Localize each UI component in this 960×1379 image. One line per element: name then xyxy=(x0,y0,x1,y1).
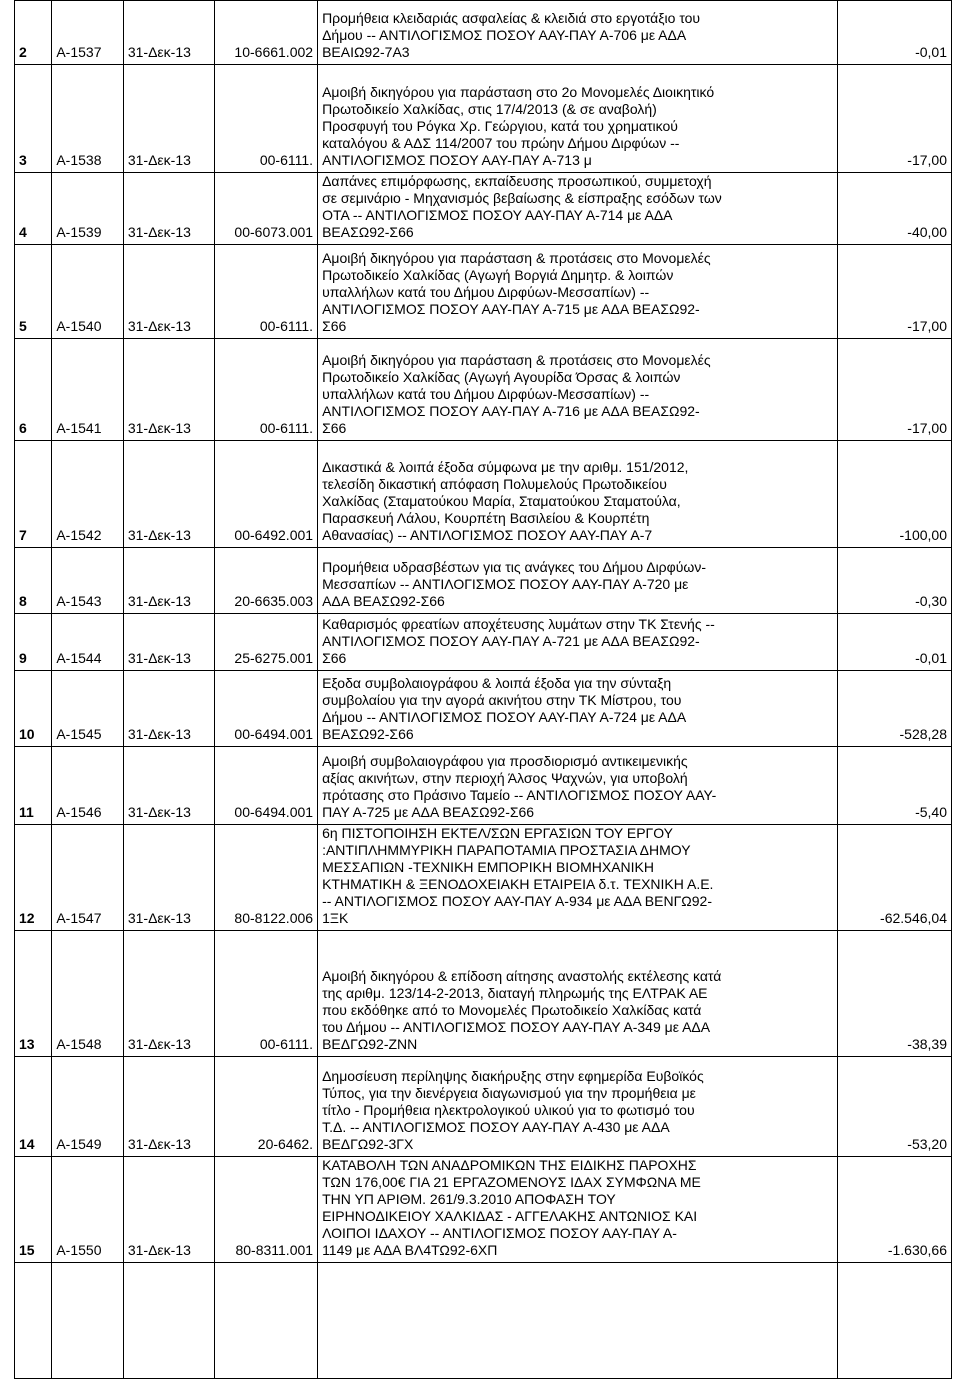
description xyxy=(318,1157,838,1263)
table-row xyxy=(15,1157,952,1263)
account-code: 80-8122.006 xyxy=(214,825,318,931)
description-text: Προμήθεια υδρασβέστων για τις ανάγκες του Δήμου Διρφύων- Μεσσαπίων -- ΑΝΤΙΛΟΓΙΣΜΟΣ ΠΟΣΟΥ ΑΑΥ-ΠΑΥ Α-720 με ΑΔΑ ΒΕΑΣΩ92-Σ66 xyxy=(322,559,706,609)
amount: -17,00 xyxy=(837,245,951,339)
description-text: Προμήθεια κλειδαριάς ασφαλείας & κλειδιά στο εργοτάξιο του Δήμου -- ΑΝΤΙΛΟΓΙΣΜΟΣ ΠΟΣΟΥ ΑΑΥ-ΠΑΥ Α-706 με ΑΔΑ ΒΕΑΙΩ92-7Α3 xyxy=(322,10,701,60)
description xyxy=(318,931,838,1057)
description-text: ΚΑΤΑΒΟΛΗ ΤΩΝ ΑΝΑΔΡΟΜΙΚΩΝ ΤΗΣ ΕΙΔΙΚΗΣ ΠΑΡΟΧΗΣ ΤΩΝ 176,00€ ΓΙΑ 21 ΕΡΓΑΖΟΜΕΝΟΥΣ ΙΔΑΧ ΣΥΜΦΩΝΑ ΜΕ ΤΗΝ ΥΠ ΑΡΙΘΜ. 261/9.3.2010 ΑΠΟΦΑΣΗ ΤΟΥ ΕΙΡΗΝΟΔΙΚΕΙΟΥ ΧΑΛΚΙΔΑΣ - ΑΓΓΕΛΑΚΗΣ ΑΝΤΩΝΙΟΣ ΚΑΙ ΛΟΙΠΟΙ ΙΔΑΧΟΥ -- ΑΝΤΙΛΟΓΙΣΜΟΣ ΠΟΣΟΥ ΑΑΥ-ΠΑΥ Α- 1149 με ΑΔΑ ΒΛ4ΤΩ92-6ΧΠ xyxy=(322,1157,701,1258)
description-text: Αμοιβή δικηγόρου & επίδοση αίτησης αναστολής εκτέλεσης κατά της αριθμ. 123/14-2-2013, διαταγή πληρωμής της ΕΛΤΡΑΚ ΑΕ που εκδόθηκε από το Μονομελές Πρωτοδικείο Χαλκίδας κατά του Δήμου -- ΑΝΤΙΛΟΓΙΣΜΟΣ ΠΟΣΟΥ ΑΑΥ-ΠΑΥ Α-349 με ΑΔΑ ΒΕΔΓΩ92-ΖΝΝ xyxy=(322,968,722,1052)
description-text: 6η ΠΙΣΤΟΠΟΙΗΣΗ ΕΚΤΕΛ/ΣΩΝ ΕΡΓΑΣΙΩΝ ΤΟΥ ΕΡΓΟΥ :ΑΝΤΙΠΛΗΜΜΥΡΙΚΗ ΠΑΡΑΠΟΤΑΜΙΑ ΠΡΟΣΤΑΣΙΑ ΔΗΜΟΥ ΜΕΣΣΑΠΙΩΝ -ΤΕΧΝΙΚΗ ΕΜΠΟΡΙΚΗ ΒΙΟΜΗΧΑΝΙΚΗ ΚΤΗΜΑΤΙΚΗ & ΞΕΝΟΔΟΧΕΙΑΚΗ ΕΤΑΙΡΕΙΑ δ.τ. ΤΕΧΝΙΚΗ Α.Ε. -- ΑΝΤΙΛΟΓΙΣΜΟΣ ΠΟΣΟΥ ΑΑΥ-ΠΑΥ Α-934 με ΑΔΑ ΒΕΝΓΩ92- 1ΞΚ xyxy=(322,825,714,926)
row-number: 6 xyxy=(15,339,52,441)
entry-date: 31-Δεκ-13 xyxy=(123,65,214,173)
description xyxy=(318,614,838,671)
amount: -5,40 xyxy=(837,747,951,825)
account-code xyxy=(214,1263,318,1379)
row-number: 5 xyxy=(15,245,52,339)
description-text: Δημοσίευση περίληψης διακήρυξης στην εφημερίδα Ευβοϊκός Τύπος, για την διενέργεια διαγωνισμού για την προμήθεια με τίτλο - Προμήθεια ηλεκτρολογικού υλικού για το φωτισμό του Τ.Δ. -- ΑΝΤΙΛΟΓΙΣΜΟΣ ΠΟΣΟΥ ΑΑΥ-ΠΑΥ Α-430 με ΑΔΑ ΒΕΔΓΩ92-3ΓΧ xyxy=(322,1068,704,1152)
entry-date: 31-Δεκ-13 xyxy=(123,671,214,747)
entry-date: 31-Δεκ-13 xyxy=(123,1157,214,1263)
description xyxy=(318,1263,838,1379)
row-number: 12 xyxy=(15,825,52,931)
entry-date: 31-Δεκ-13 xyxy=(123,931,214,1057)
description xyxy=(318,548,838,614)
row-number: 9 xyxy=(15,614,52,671)
voucher-code: Α-1550 xyxy=(52,1157,124,1263)
voucher-code xyxy=(52,1263,124,1379)
amount: -40,00 xyxy=(837,173,951,245)
voucher-code: Α-1537 xyxy=(52,1,124,65)
account-code: 00-6494.001 xyxy=(214,671,318,747)
description xyxy=(318,1,838,65)
voucher-code: Α-1538 xyxy=(52,65,124,173)
voucher-code: Α-1539 xyxy=(52,173,124,245)
table-row xyxy=(15,1263,952,1379)
row-number: 14 xyxy=(15,1057,52,1157)
description xyxy=(318,339,838,441)
amount: -0,01 xyxy=(837,614,951,671)
voucher-code: Α-1544 xyxy=(52,614,124,671)
table-row xyxy=(15,65,952,173)
voucher-code: Α-1546 xyxy=(52,747,124,825)
amount: -100,00 xyxy=(837,441,951,548)
account-code: 20-6635.003 xyxy=(214,548,318,614)
amount: -1.630,66 xyxy=(837,1157,951,1263)
account-code: 00-6492.001 xyxy=(214,441,318,548)
entry-date: 31-Δεκ-13 xyxy=(123,825,214,931)
table-row xyxy=(15,245,952,339)
voucher-code: Α-1547 xyxy=(52,825,124,931)
voucher-code: Α-1549 xyxy=(52,1057,124,1157)
amount: -38,39 xyxy=(837,931,951,1057)
entry-date xyxy=(123,1263,214,1379)
description xyxy=(318,825,838,931)
voucher-code: Α-1541 xyxy=(52,339,124,441)
description xyxy=(318,441,838,548)
table-row xyxy=(15,931,952,1057)
row-number: 15 xyxy=(15,1157,52,1263)
description-text: Εξοδα συμβολαιογράφου & λοιπά έξοδα για την σύνταξη συμβολαίου για την αγορά ακινήτου στην ΤΚ Μίστρου, του Δήμου -- ΑΝΤΙΛΟΓΙΣΜΟΣ ΠΟΣΟΥ ΑΑΥ-ΠΑΥ Α-724 με ΑΔΑ ΒΕΑΣΩ92-Σ66 xyxy=(322,675,687,742)
account-code: 10-6661.002 xyxy=(214,1,318,65)
account-code: 00-6111. xyxy=(214,339,318,441)
row-number: 8 xyxy=(15,548,52,614)
row-number xyxy=(15,1263,52,1379)
entry-date: 31-Δεκ-13 xyxy=(123,747,214,825)
table-row xyxy=(15,747,952,825)
amount: -0,30 xyxy=(837,548,951,614)
entry-date: 31-Δεκ-13 xyxy=(123,441,214,548)
account-code: 20-6462. xyxy=(214,1057,318,1157)
entry-date: 31-Δεκ-13 xyxy=(123,614,214,671)
description xyxy=(318,671,838,747)
table-row xyxy=(15,548,952,614)
account-code: 80-8311.001 xyxy=(214,1157,318,1263)
entry-date: 31-Δεκ-13 xyxy=(123,1057,214,1157)
voucher-code: Α-1548 xyxy=(52,931,124,1057)
table-row xyxy=(15,441,952,548)
description xyxy=(318,173,838,245)
amount xyxy=(837,1263,951,1379)
voucher-code: Α-1540 xyxy=(52,245,124,339)
row-number: 11 xyxy=(15,747,52,825)
table-row xyxy=(15,339,952,441)
amount: -0,01 xyxy=(837,1,951,65)
amount: -17,00 xyxy=(837,65,951,173)
account-code: 00-6494.001 xyxy=(214,747,318,825)
row-number: 10 xyxy=(15,671,52,747)
row-number: 13 xyxy=(15,931,52,1057)
row-number: 2 xyxy=(15,1,52,65)
ledger-table xyxy=(14,0,952,1379)
table-row xyxy=(15,1,952,65)
account-code: 25-6275.001 xyxy=(214,614,318,671)
row-number: 3 xyxy=(15,65,52,173)
entry-date: 31-Δεκ-13 xyxy=(123,173,214,245)
description-text: Αμοιβή συμβολαιογράφου για προσδιορισμό αντικειμενικής αξίας ακινήτων, στην περιοχή Άλσος Ψαχνών, για υποβολή πρότασης στο Πράσινο Ταμείο -- ΑΝΤΙΛΟΓΙΣΜΟΣ ΠΟΣΟΥ ΑΑΥ- ΠΑΥ Α-725 με ΑΔΑ ΒΕΑΣΩ92-Σ66 xyxy=(322,753,717,820)
description xyxy=(318,747,838,825)
voucher-code: Α-1542 xyxy=(52,441,124,548)
row-number: 4 xyxy=(15,173,52,245)
amount: -53,20 xyxy=(837,1057,951,1157)
description-text: Αμοιβή δικηγόρου για παράσταση & προτάσεις στο Μονομελές Πρωτοδικείο Χαλκίδας (Αγωγή Αγουρίδα Όρσας & λοιπών υπαλλήλων κατά του Δήμου Διρφύων-Μεσσαπίων) -- ΑΝΤΙΛΟΓΙΣΜΟΣ ΠΟΣΟΥ ΑΑΥ-ΠΑΥ Α-716 με ΑΔΑ ΒΕΑΣΩ92- Σ66 xyxy=(322,352,711,436)
description xyxy=(318,65,838,173)
table-row xyxy=(15,173,952,245)
amount: -17,00 xyxy=(837,339,951,441)
description xyxy=(318,1057,838,1157)
description-text: Δαπάνες επιμόρφωσης, εκπαίδευσης προσωπικού, συμμετοχή σε σεμινάριο - Μηχανισμός βεβαίωσης & είσπραξης εσόδων των ΟΤΑ -- ΑΝΤΙΛΟΓΙΣΜΟΣ ΠΟΣΟΥ ΑΑΥ-ΠΑΥ Α-714 με ΑΔΑ ΒΕΑΣΩ92-Σ66 xyxy=(322,173,722,240)
entry-date: 31-Δεκ-13 xyxy=(123,1,214,65)
voucher-code: Α-1545 xyxy=(52,671,124,747)
description-text: Δικαστικά & λοιπά έξοδα σύμφωνα με την αριθμ. 151/2012, τελεσίδη δικαστική απόφαση Πολυμελούς Πρωτοδικείου Χαλκίδας (Σταματούκου Μαρία, Σταματούκου Σταματούλα, Παρασκευή Λάλου, Κουρπέτη Βασιλείου & Κουρπέτη Αθανασίας) -- ΑΝΤΙΛΟΓΙΣΜΟΣ ΠΟΣΟΥ ΑΑΥ-ΠΑΥ Α-7 xyxy=(322,459,689,543)
entry-date: 31-Δεκ-13 xyxy=(123,339,214,441)
table-row xyxy=(15,1057,952,1157)
voucher-code: Α-1543 xyxy=(52,548,124,614)
description-text: Αμοιβή δικηγόρου για παράσταση στο 2ο Μονομελές Διοικητικό Πρωτοδικείο Χαλκίδας, στις 17/4/2013 (& σε αναβολή) Προσφυγή του Ρόγκα Χρ. Γεώργιου, κατά του χρηματικού καταλόγου & ΑΔΣ 114/2007 του πρώην Δήμου Διρφύων -- ΑΝΤΙΛΟΓΙΣΜΟΣ ΠΟΣΟΥ ΑΑΥ-ΠΑΥ Α-713 μ xyxy=(322,84,715,168)
account-code: 00-6111. xyxy=(214,65,318,173)
amount: -62.546,04 xyxy=(837,825,951,931)
row-number: 7 xyxy=(15,441,52,548)
account-code: 00-6111. xyxy=(214,245,318,339)
account-code: 00-6073.001 xyxy=(214,173,318,245)
table-row xyxy=(15,671,952,747)
amount: -528,28 xyxy=(837,671,951,747)
description-text: Αμοιβή δικηγόρου για παράσταση & προτάσεις στο Μονομελές Πρωτοδικείο Χαλκίδας (Αγωγή Βοργιά Δημητρ. & λοιπών υπαλλήλων κατά του Δήμου Διρφύων-Μεσσαπίων) -- ΑΝΤΙΛΟΓΙΣΜΟΣ ΠΟΣΟΥ ΑΑΥ-ΠΑΥ Α-715 με ΑΔΑ ΒΕΑΣΩ92- Σ66 xyxy=(322,250,711,334)
entry-date: 31-Δεκ-13 xyxy=(123,548,214,614)
description xyxy=(318,245,838,339)
entry-date: 31-Δεκ-13 xyxy=(123,245,214,339)
table-row xyxy=(15,825,952,931)
description-text: Καθαρισμός φρεατίων αποχέτευσης λυμάτων στην ΤΚ Στενής -- ΑΝΤΙΛΟΓΙΣΜΟΣ ΠΟΣΟΥ ΑΑΥ-ΠΑΥ Α-721 με ΑΔΑ ΒΕΑΣΩ92- Σ66 xyxy=(322,616,715,666)
table-row xyxy=(15,614,952,671)
account-code: 00-6111. xyxy=(214,931,318,1057)
